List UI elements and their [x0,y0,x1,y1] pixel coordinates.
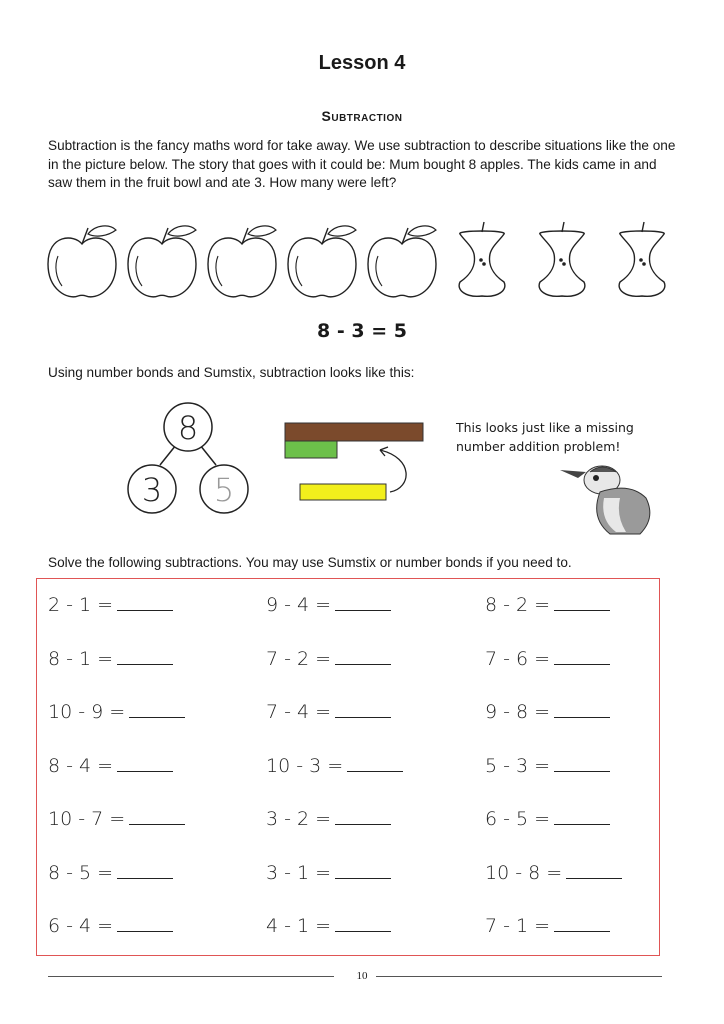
exercise-expression: 9 - 4 = [266,594,332,616]
sumstix-diagram [282,418,432,508]
subtraction-exercise [48,592,173,616]
answer-blank[interactable] [566,860,622,879]
answer-blank[interactable] [117,646,173,665]
answer-blank[interactable] [335,860,391,879]
eaten-apple-core-icon [539,222,585,296]
answer-blank[interactable] [335,699,391,718]
apples-illustration [42,220,682,306]
subtraction-exercise [266,806,391,830]
exercise-expression: 2 - 1 = [48,594,114,616]
number-bond-diagram [118,395,258,515]
answer-blank[interactable] [554,699,610,718]
exercise-expression: 4 - 1 = [266,915,332,937]
answer-blank[interactable] [554,592,610,611]
answer-blank[interactable] [335,646,391,665]
answer-blank[interactable] [335,592,391,611]
subtraction-exercise [266,646,391,670]
speech-bubble-text: This looks just like a missing number addition problem! [456,420,634,454]
answer-blank[interactable] [335,806,391,825]
kookaburra-mascot-icon [560,458,660,538]
exercise-expression: 5 - 3 = [485,754,551,777]
bond-part-b-value: 5 [213,471,235,509]
answer-blank[interactable] [129,699,185,718]
exercise-expression: 8 - 1 = [48,647,114,670]
subtraction-exercise [485,646,610,670]
subtraction-exercise [485,860,622,884]
section-title: Subtraction [321,108,403,124]
subtraction-exercise [485,913,610,937]
lesson-title: Lesson 4 [318,52,406,74]
answer-blank[interactable] [335,913,391,932]
bond-whole-value: 8 [177,409,199,447]
subtraction-exercise [48,699,185,723]
exercise-expression: 7 - 4 = [266,701,332,723]
exercise-expression: 10 - 8 = [485,861,563,884]
sumstix-short-bar [285,441,337,458]
subtraction-exercise [48,913,173,937]
exercise-expression: 9 - 8 = [485,701,551,723]
main-equation: 8 - 3 = 5 [317,320,407,342]
subtraction-exercise [48,860,173,884]
answer-blank[interactable] [554,913,610,932]
whole-apple-icon [208,226,276,297]
exercise-expression: 3 - 1 = [266,861,332,884]
exercise-expression: 7 - 6 = [485,647,551,670]
exercise-expression: 3 - 2 = [266,808,332,830]
exercise-expression: 7 - 1 = [485,915,551,937]
intro-paragraph: Subtraction is the fancy maths word for take away. We use subtraction to describe situations like the one in the picture below. The story that goes with it could be: Mum bought 8 apples. The kids came in and saw them in the fruit bowl and ate 3. How many were left? [48,138,676,190]
answer-blank[interactable] [347,753,403,772]
whole-apple-icon [368,226,436,297]
instructions-text: Solve the following subtractions. You may use Sumstix or number bonds if you need to. [48,555,572,570]
exercise-expression: 8 - 2 = [485,594,551,616]
subtraction-exercise [266,913,391,937]
page-number: 10 [356,970,368,982]
subtraction-exercise [485,753,610,777]
answer-blank[interactable] [117,753,173,772]
exercise-expression: 10 - 9 = [48,701,126,723]
exercise-expression: 10 - 3 = [266,754,344,777]
sumstix-long-bar [285,423,423,441]
answer-blank[interactable] [554,646,610,665]
subtraction-exercise [485,699,610,723]
answer-blank[interactable] [117,592,173,611]
answer-blank[interactable] [117,860,173,879]
subtraction-exercise [48,753,173,777]
answer-blank[interactable] [117,913,173,932]
exercise-expression: 6 - 5 = [485,808,551,830]
subtraction-exercise [266,699,391,723]
subtraction-exercise [266,753,403,777]
answer-blank[interactable] [554,806,610,825]
exercise-expression: 7 - 2 = [266,647,332,670]
subtraction-exercise [266,592,391,616]
exercise-expression: 10 - 7 = [48,808,126,830]
sumstix-answer-bar [300,484,386,500]
whole-apple-icon [48,226,116,297]
exercise-expression: 6 - 4 = [48,915,114,937]
exercise-expression: 8 - 5 = [48,861,114,884]
subtraction-exercise [48,646,173,670]
whole-apple-icon [288,226,356,297]
subtraction-exercise [485,592,610,616]
bond-part-a-value: 3 [141,471,163,509]
subtraction-exercise [485,806,610,830]
answer-blank[interactable] [129,806,185,825]
exercise-expression: 8 - 4 = [48,754,114,777]
subtraction-exercise [48,806,185,830]
eaten-apple-core-icon [459,222,505,296]
bonds-intro-text: Using number bonds and Sumstix, subtraction looks like this: [48,365,415,380]
eaten-apple-core-icon [619,222,665,296]
answer-blank[interactable] [554,753,610,772]
subtraction-exercise [266,860,391,884]
whole-apple-icon [128,226,196,297]
